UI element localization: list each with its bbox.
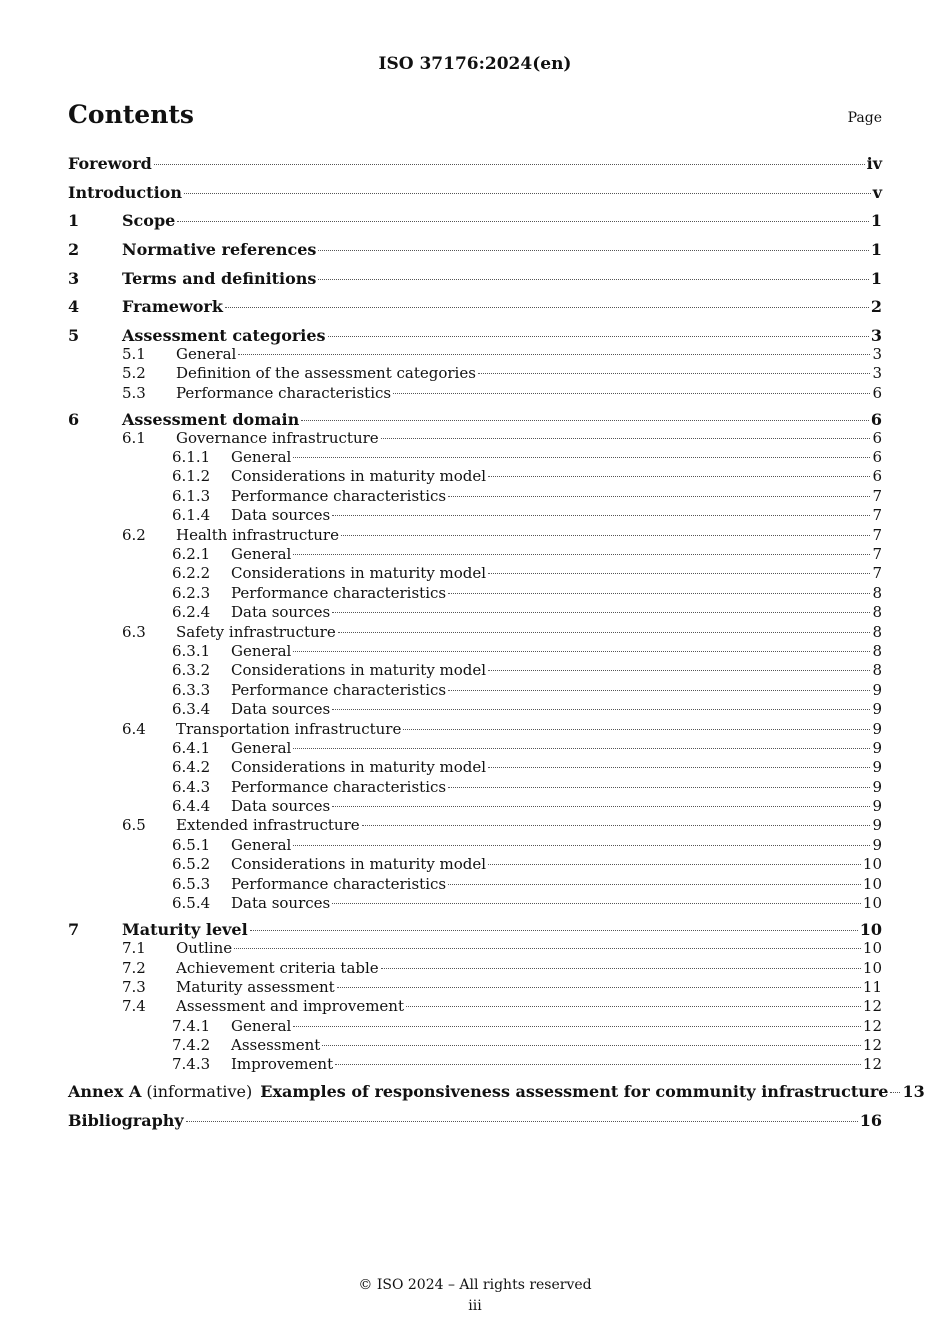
toc-entry-title[interactable]: Considerations in maturity model — [231, 467, 487, 486]
annex-label: Annex A — [68, 1081, 142, 1101]
dot-leader — [488, 767, 870, 768]
toc-entry[interactable] — [68, 448, 882, 467]
toc-entry[interactable] — [68, 797, 882, 816]
toc-entry-title[interactable]: Data sources — [231, 797, 331, 816]
toc-entry-page: 8 — [872, 603, 882, 622]
toc-entry-page: 11 — [862, 977, 882, 996]
toc-entry-page: 10 — [862, 855, 882, 874]
annex-qualifier: (informative) — [146, 1081, 253, 1101]
toc-entry-title[interactable]: Data sources — [231, 700, 331, 719]
dot-leader — [225, 307, 869, 308]
dot-leader — [318, 279, 868, 280]
toc-entry-number: 4 — [68, 297, 80, 317]
dot-leader — [341, 535, 870, 536]
toc-entry-number: 6.2.1 — [172, 545, 211, 564]
toc-entry[interactable] — [68, 384, 882, 403]
page-title: Contents — [68, 100, 195, 129]
toc-entry-number: 6.1.1 — [172, 448, 211, 467]
toc-entry-number: 6.5.1 — [172, 835, 211, 854]
toc-entry-number: 6.2.2 — [172, 564, 211, 583]
toc-entry[interactable] — [68, 526, 882, 545]
dot-leader — [488, 864, 861, 865]
toc-entry-annex[interactable] — [68, 1081, 925, 1110]
toc-entry-page: 10 — [862, 939, 882, 958]
toc-entry-number: 6.3 — [122, 622, 146, 641]
toc-entry-title[interactable]: General — [176, 344, 237, 363]
toc-entry-number: 5.3 — [122, 383, 146, 402]
toc-entry-page: 9 — [872, 700, 882, 719]
toc-entry-number: 6.3.3 — [172, 680, 211, 699]
toc-entry-title[interactable]: Considerations in maturity model — [231, 758, 487, 777]
toc-entry[interactable] — [68, 894, 882, 913]
toc-entry-page: iv — [866, 154, 882, 173]
toc-entry[interactable] — [68, 1017, 882, 1036]
toc-entry-number: 5.1 — [122, 344, 146, 363]
toc-entry-page: 9 — [872, 777, 882, 796]
dot-leader — [293, 651, 870, 652]
toc-entry[interactable] — [68, 642, 882, 661]
toc-entry-title[interactable]: General — [231, 835, 292, 854]
toc-entry-page: 10 — [862, 894, 882, 913]
toc-entry-page: 8 — [872, 661, 882, 680]
toc-entry[interactable] — [68, 268, 882, 297]
toc-entry-title[interactable]: Data sources — [231, 894, 331, 913]
dot-leader — [488, 573, 870, 574]
toc-entry-number: 3 — [68, 268, 80, 288]
dot-leader — [293, 1026, 861, 1027]
toc-entry-number: 6.5.3 — [172, 874, 211, 893]
toc-entry-number: 6.3.2 — [172, 661, 211, 680]
toc-entry-title[interactable]: General — [231, 738, 292, 757]
toc-entry-number: 6 — [68, 409, 80, 429]
toc-entry-page: 6 — [872, 383, 882, 402]
toc-entry[interactable] — [68, 153, 882, 182]
toc-entry-page: 10 — [862, 958, 882, 977]
toc-entry-title[interactable]: Improvement — [231, 1055, 334, 1074]
dot-leader — [238, 354, 870, 355]
toc-entry-page: 6 — [872, 448, 882, 467]
toc-entry-title[interactable]: Health infrastructure — [176, 525, 339, 544]
toc-entry-number: 6.1.2 — [172, 467, 211, 486]
toc-entry[interactable] — [68, 1055, 882, 1074]
toc-entry-number: 7.1 — [122, 939, 146, 958]
toc-entry-title[interactable]: Maturity level — [122, 920, 248, 940]
toc-entry-number: 7.2 — [122, 958, 146, 977]
toc-entry-page: 9 — [872, 738, 882, 757]
toc-entry[interactable] — [68, 875, 882, 894]
toc-entry-page: 7 — [872, 506, 882, 525]
toc-entry-page: 12 — [862, 1036, 882, 1055]
toc-entry-page: 6 — [872, 467, 882, 486]
toc-entry[interactable] — [68, 978, 882, 997]
dot-leader — [381, 438, 871, 439]
toc-entry-number: 2 — [68, 240, 80, 260]
toc-entry-number: 7 — [68, 920, 80, 940]
toc-entry-title[interactable]: General — [231, 1016, 292, 1035]
toc-entry-number: 7.4.3 — [172, 1055, 211, 1074]
dot-leader — [448, 496, 870, 497]
dot-leader — [448, 690, 870, 691]
toc-entry-number: 6.2.3 — [172, 583, 211, 602]
page-number: iii — [468, 1298, 482, 1314]
toc-entry-number: 7.4.1 — [172, 1016, 211, 1035]
toc-entry-page: 9 — [872, 835, 882, 854]
toc-entry-number: 6.4 — [122, 719, 146, 738]
dot-leader — [301, 420, 869, 421]
toc-entry-title[interactable]: Safety infrastructure — [176, 622, 336, 641]
toc-entry-number: 7.3 — [122, 977, 146, 996]
toc-entry[interactable] — [68, 720, 882, 739]
toc-entry[interactable] — [68, 603, 882, 622]
toc-entry-title[interactable]: Transportation infrastructure — [176, 719, 402, 738]
toc-entry[interactable] — [68, 487, 882, 506]
dot-leader — [293, 554, 870, 555]
toc-entry-number: 6.1.4 — [172, 506, 211, 525]
toc-entry-title[interactable]: Considerations in maturity model — [231, 661, 487, 680]
dot-leader — [332, 806, 870, 807]
dot-leader — [381, 968, 861, 969]
toc-entry-title[interactable]: Foreword — [68, 154, 152, 173]
dot-leader — [332, 612, 870, 613]
dot-leader — [393, 393, 870, 394]
toc-entry-title[interactable]: Extended infrastructure — [176, 816, 360, 835]
toc-entry[interactable] — [68, 210, 882, 239]
toc-entry[interactable] — [68, 364, 882, 383]
toc-entry-bibliography[interactable] — [68, 1110, 882, 1139]
toc-entry-title[interactable]: Assessment categories — [122, 326, 326, 346]
toc-entry-page: 7 — [872, 525, 882, 544]
toc-entry-title[interactable]: Data sources — [231, 506, 331, 525]
toc-entry-title[interactable]: Performance characteristics — [231, 874, 447, 893]
dot-leader — [338, 632, 871, 633]
document-header: ISO 37176:2024(en) — [378, 54, 572, 74]
toc-entry-number: 6.5.2 — [172, 855, 211, 874]
toc-entry-number: 6.4.3 — [172, 777, 211, 796]
toc-entry[interactable] — [68, 467, 882, 486]
dot-leader — [322, 1045, 861, 1046]
bibliography-page: 16 — [859, 1110, 882, 1130]
dot-leader — [478, 373, 871, 374]
toc-entry-title[interactable]: Performance characteristics — [231, 486, 447, 505]
toc-entry-number: 1 — [68, 211, 80, 231]
toc-entry-page: 12 — [862, 1055, 882, 1074]
toc-entry-page: 1 — [870, 211, 882, 231]
toc-entry[interactable] — [68, 239, 882, 268]
toc-entry-title[interactable]: Scope — [122, 211, 176, 231]
dot-leader — [318, 250, 868, 251]
toc-entry-number: 6.4.1 — [172, 738, 211, 757]
toc-entry-title[interactable]: Performance characteristics — [231, 680, 447, 699]
toc-entry-title[interactable]: General — [231, 641, 292, 660]
toc-entry-number: 6.4.2 — [172, 758, 211, 777]
toc-entry-page: 12 — [862, 1016, 882, 1035]
dot-leader — [184, 193, 871, 194]
toc-entry[interactable] — [68, 700, 882, 719]
dot-leader — [186, 1121, 858, 1122]
toc-entry[interactable] — [68, 758, 882, 777]
dot-leader — [337, 987, 861, 988]
dot-leader — [890, 1092, 900, 1093]
toc-entry[interactable] — [68, 623, 882, 642]
dot-leader — [406, 1006, 861, 1007]
dot-leader — [293, 845, 870, 846]
dot-leader — [448, 593, 870, 594]
toc-entry-page: 8 — [872, 641, 882, 660]
toc-entry-title[interactable]: Assessment — [231, 1036, 321, 1055]
toc-entry-title[interactable]: Performance characteristics — [176, 383, 392, 402]
toc-entry-title[interactable]: Performance characteristics — [231, 583, 447, 602]
toc-entry[interactable] — [68, 739, 882, 758]
toc-entry[interactable] — [68, 778, 882, 797]
toc-entry-page: 1 — [870, 240, 882, 260]
copyright-footer: © ISO 2024 – All rights reserved — [358, 1277, 592, 1293]
toc-entry[interactable] — [68, 816, 882, 835]
toc-entry-page: 3 — [872, 344, 882, 363]
annex-title[interactable]: Examples of responsiveness assessment for community infrastructure — [260, 1081, 889, 1101]
toc-entry[interactable] — [68, 997, 882, 1016]
annex-page: 13 — [902, 1081, 925, 1101]
toc-entry-page: 7 — [872, 564, 882, 583]
toc-entry-page: 9 — [872, 797, 882, 816]
toc-entry[interactable] — [68, 1036, 882, 1055]
toc-entry-title[interactable]: Maturity assessment — [176, 977, 335, 996]
toc-entry-number: 6.3.1 — [172, 641, 211, 660]
toc-entry-page: 10 — [859, 920, 882, 940]
toc-entry-title[interactable]: Assessment domain — [122, 409, 300, 429]
toc-entry-page: 3 — [872, 364, 882, 383]
toc-entry[interactable] — [68, 506, 882, 525]
toc-entry-page: 9 — [872, 680, 882, 699]
toc-entry-page: 7 — [872, 545, 882, 564]
toc-entry[interactable] — [68, 939, 882, 958]
toc-entry-number: 6.2.4 — [172, 603, 211, 622]
dot-leader — [177, 221, 869, 222]
toc-entry-page: 9 — [872, 758, 882, 777]
page-column-label: Page — [847, 110, 882, 126]
toc-entry[interactable] — [68, 296, 882, 325]
toc-entry[interactable] — [68, 855, 882, 874]
toc-entry-page: v — [872, 182, 882, 202]
toc-entry-title[interactable]: Achievement criteria table — [176, 958, 379, 977]
toc-entry-number: 6.1 — [122, 428, 146, 447]
toc-entry-title[interactable]: Definition of the assessment categories — [176, 364, 476, 383]
toc-entry-title[interactable]: Considerations in maturity model — [231, 855, 487, 874]
toc-entry-page: 9 — [872, 816, 882, 835]
toc-entry-title[interactable]: Introduction — [68, 182, 182, 202]
toc-entry-number: 6.1.3 — [172, 486, 211, 505]
dot-leader — [332, 903, 861, 904]
dot-leader — [488, 476, 870, 477]
dot-leader — [293, 457, 870, 458]
toc-entry-page: 10 — [862, 874, 882, 893]
toc-entry-number: 6.4.4 — [172, 797, 211, 816]
toc-entry-number: 6.2 — [122, 525, 146, 544]
toc-entry-title[interactable]: Data sources — [231, 603, 331, 622]
toc-entry-title[interactable]: General — [231, 448, 292, 467]
toc-entry-page: 6 — [870, 409, 882, 429]
toc-entry-title[interactable]: Assessment and improvement — [176, 997, 404, 1016]
toc-entry-number: 6.5.4 — [172, 894, 211, 913]
toc-entry-page: 6 — [872, 428, 882, 447]
toc-entry-title[interactable]: Normative references — [122, 240, 317, 260]
toc-entry-page: 9 — [872, 719, 882, 738]
toc-entry-number: 7.4 — [122, 997, 146, 1016]
toc-entry-number: 7.4.2 — [172, 1036, 211, 1055]
dot-leader — [250, 930, 858, 931]
dot-leader — [332, 515, 870, 516]
toc-entry[interactable] — [68, 345, 882, 364]
dot-leader — [234, 948, 861, 949]
dot-leader — [448, 787, 870, 788]
toc-entry-title[interactable]: Framework — [122, 297, 223, 317]
table-of-contents — [68, 153, 925, 1138]
dot-leader — [335, 1064, 861, 1065]
dot-leader — [403, 729, 870, 730]
dot-leader — [328, 336, 869, 337]
dot-leader — [332, 709, 870, 710]
toc-entry-page: 2 — [870, 297, 882, 317]
toc-entry-number: 5 — [68, 326, 80, 346]
toc-entry-number: 6.5 — [122, 816, 146, 835]
toc-entry-page: 3 — [870, 326, 882, 346]
toc-entry-title[interactable]: Terms and definitions — [122, 268, 317, 288]
toc-entry-page: 8 — [872, 622, 882, 641]
toc-entry-number: 6.3.4 — [172, 700, 211, 719]
toc-entry-number: 5.2 — [122, 364, 146, 383]
toc-entry[interactable] — [68, 836, 882, 855]
dot-leader — [448, 884, 861, 885]
toc-entry[interactable] — [68, 661, 882, 680]
toc-entry-page: 7 — [872, 486, 882, 505]
toc-entry[interactable] — [68, 564, 882, 583]
toc-entry-title[interactable]: Performance characteristics — [231, 777, 447, 796]
dot-leader — [293, 748, 870, 749]
toc-entry[interactable] — [68, 545, 882, 564]
toc-entry[interactable] — [68, 429, 882, 448]
dot-leader — [154, 164, 865, 165]
dot-leader — [362, 825, 871, 826]
toc-entry-title[interactable]: General — [231, 545, 292, 564]
toc-entry[interactable] — [68, 681, 882, 700]
toc-entry-page: 12 — [862, 997, 882, 1016]
toc-entry-title[interactable]: Outline — [176, 939, 233, 958]
toc-entry[interactable] — [68, 584, 882, 603]
toc-entry-page: 8 — [872, 583, 882, 602]
toc-entry-page: 1 — [870, 268, 882, 288]
toc-entry-title[interactable]: Considerations in maturity model — [231, 564, 487, 583]
toc-entry[interactable] — [68, 182, 882, 211]
toc-entry[interactable] — [68, 959, 882, 978]
dot-leader — [488, 670, 870, 671]
bibliography-title[interactable]: Bibliography — [68, 1110, 184, 1130]
toc-entry-title[interactable]: Governance infrastructure — [176, 428, 379, 447]
